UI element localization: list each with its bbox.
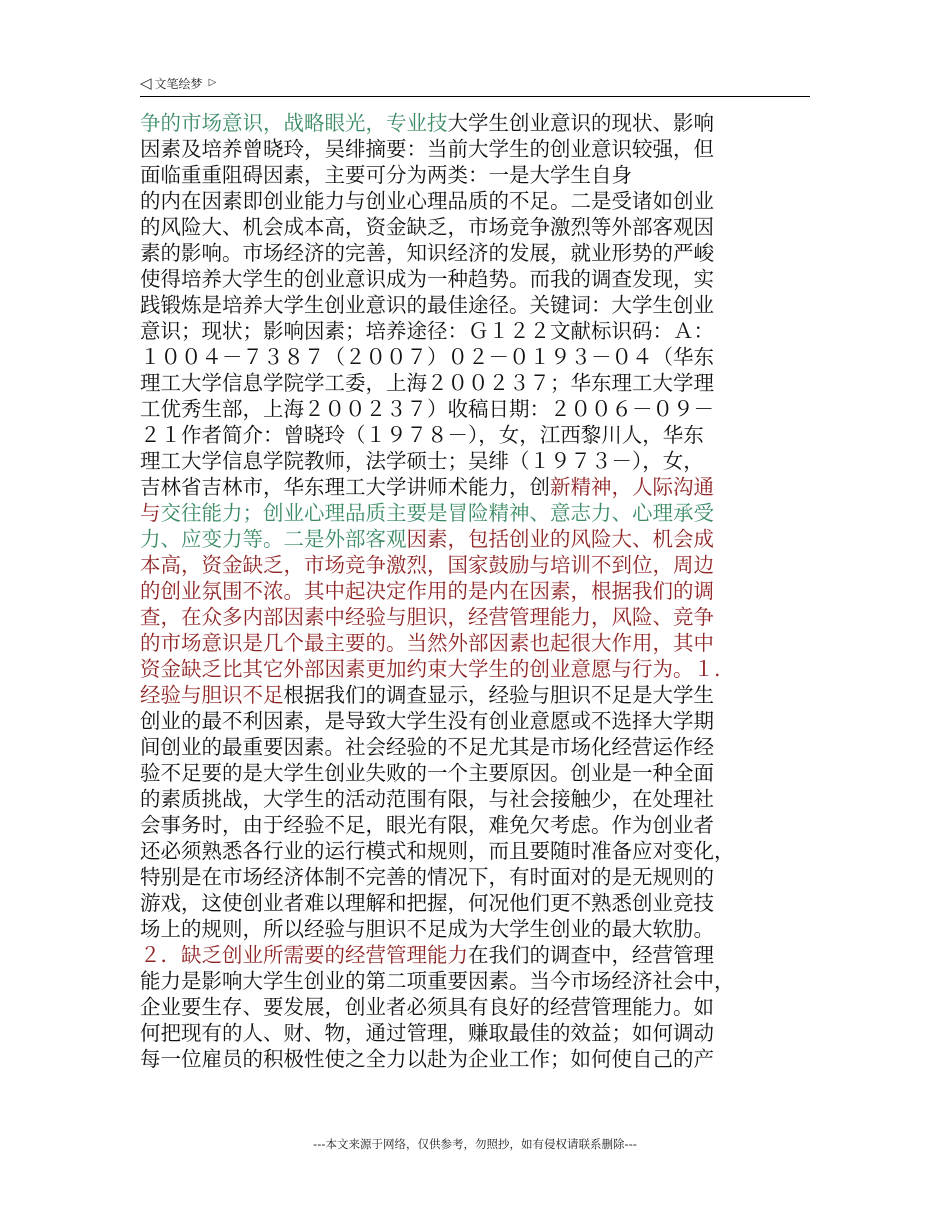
text-segment: 场上的规则，所以经验与胆识不足成为大学生创业的最大软肋。 xyxy=(140,917,714,941)
text-line xyxy=(140,708,815,734)
text-line xyxy=(140,370,815,396)
text-segment: 会事务时，由于经验不足，眼光有限，难免欠考虑。作为创业者 xyxy=(140,813,714,837)
text-line xyxy=(140,1020,815,1046)
text-line xyxy=(140,422,815,448)
text-line xyxy=(140,448,815,474)
text-line xyxy=(140,240,815,266)
text-segment: 的市场意识是几个最主要的。当然外部因素也起很大作用，其中 xyxy=(140,631,714,655)
text-segment: １００４－７３８７（２００７）０２－０１９３－０４（华东 xyxy=(140,345,714,369)
text-segment: 能力是影响大学生创业的第二项重要因素。当今市场经济社会中， xyxy=(140,969,735,993)
page-footer: ---本文来源于网络，仅供参考，勿照抄，如有侵权请联系删除--- xyxy=(313,1137,637,1151)
text-segment: 间创业的最重要因素。社会经验的不足尤其是市场化经营运作经 xyxy=(140,735,714,759)
text-segment: 验不足要的是大学生创业失败的一个主要原因。创业是一种全面 xyxy=(140,761,714,785)
text-segment: 使得培养大学生的创业意识成为一种趋势。而我的调查发现，实 xyxy=(140,267,714,291)
text-line xyxy=(140,682,815,708)
text-segment: 吉林省吉林市，华东理工大学讲师术能力，创 xyxy=(140,475,550,499)
text-segment: 特别是在市场经济体制不完善的情况下，有时面对的是无规则的 xyxy=(140,865,714,889)
text-line xyxy=(140,812,815,838)
text-segment: 每一位雇员的积极性使之全力以赴为企业工作；如何使自己的产 xyxy=(140,1047,714,1071)
text-line xyxy=(140,864,815,890)
text-line xyxy=(140,552,815,578)
header-title: 文笔绘梦 xyxy=(154,76,203,91)
text-segment: 查，在众多内部因素中经验与胆识，经营管理能力，风险、竞争 xyxy=(140,605,714,629)
text-segment: 的内在因素即创业能力与创业心理品质的不足。二是受诸如创业 xyxy=(140,189,714,213)
text-line xyxy=(140,890,815,916)
text-segment: 在我们的调查中，经营管理 xyxy=(468,943,714,967)
text-line xyxy=(140,188,815,214)
text-segment: 理工大学信息学院教师，法学硕士；吴绯（１９７３－），女， xyxy=(140,449,704,473)
text-segment: 力、应变力等。二是外部客观 xyxy=(140,527,407,551)
text-segment: ２１作者简介：曾晓玲（１９７８－），女，江西黎川人，华东 xyxy=(140,423,704,447)
text-segment: 创业的最不利因素，是导致大学生没有创业意愿或不选择大学期 xyxy=(140,709,714,733)
text-line xyxy=(140,994,815,1020)
text-line xyxy=(140,1046,815,1072)
text-line xyxy=(140,786,815,812)
text-segment: 大学生创业意识的现状、影响 xyxy=(447,111,714,135)
text-segment: 游戏，这使创业者难以理解和把握，何况他们更不熟悉创业竞技 xyxy=(140,891,714,915)
header-divider xyxy=(140,96,810,97)
text-segment: 面临重重阻碍因素，主要可分为两类：一是大学生自身 xyxy=(140,163,632,187)
text-line xyxy=(140,656,815,682)
text-segment: 还必须熟悉各行业的运行模式和规则，而且要随时准备应对变化， xyxy=(140,839,735,863)
text-line xyxy=(140,578,815,604)
text-line xyxy=(140,968,815,994)
text-segment: 的创业氛围不浓。其中起决定作用的是内在因素，根据我们的调 xyxy=(140,579,714,603)
text-segment: 经验与胆识不足 xyxy=(140,683,284,707)
text-segment: 因素，包括创业的风险大、机会成 xyxy=(406,527,714,551)
text-segment: 争的市场意识，战略眼光，专业技 xyxy=(140,111,448,135)
text-line xyxy=(140,760,815,786)
text-segment: 意识；现状；影响因素；培养途径：Ｇ１２２文献标识码：Ａ： xyxy=(140,319,714,343)
text-segment: 理工大学信息学院学工委，上海２００２３７；华东理工大学理 xyxy=(140,371,714,395)
text-segment: 新精神，人际沟通 xyxy=(550,475,714,499)
text-line xyxy=(140,266,815,292)
text-line xyxy=(140,942,815,968)
text-segment: ２．缺乏创业所需要的经营管理能力 xyxy=(140,943,468,967)
text-line xyxy=(140,604,815,630)
text-line xyxy=(140,838,815,864)
text-line xyxy=(140,734,815,760)
text-segment: 的风险大、机会成本高，资金缺乏，市场竞争激烈等外部客观因 xyxy=(140,215,714,239)
text-line xyxy=(140,916,815,942)
page-header xyxy=(140,72,810,94)
text-segment: 资金缺乏比其它外部因素更加约束大学生的创业意愿与行为。１. xyxy=(140,657,721,681)
text-segment: 本高，资金缺乏，市场竞争激烈，国家鼓励与培训不到位，周边 xyxy=(140,553,714,577)
text-line xyxy=(140,474,815,500)
text-line xyxy=(140,292,815,318)
body-text xyxy=(140,110,815,1072)
text-line xyxy=(140,136,815,162)
text-segment: 企业要生存、要发展，创业者必须具有良好的经营管理能力。如 xyxy=(140,995,714,1019)
text-line xyxy=(140,162,815,188)
text-segment: 交往能力；创业心理品质主要是冒险精神、意志力、心理承受 xyxy=(160,501,714,525)
text-segment: 践锻炼是培养大学生创业意识的最佳途径。关键词：大学生创业 xyxy=(140,293,714,317)
text-segment: 与 xyxy=(140,501,161,525)
text-segment: 的素质挑战，大学生的活动范围有限，与社会接触少，在处理社 xyxy=(140,787,714,811)
triangle-left-icon: ◁ xyxy=(140,73,152,92)
text-line xyxy=(140,396,815,422)
text-segment: 因素及培养曾晓玲，吴绯摘要：当前大学生的创业意识较强，但 xyxy=(140,137,714,161)
text-line xyxy=(140,526,815,552)
text-line xyxy=(140,344,815,370)
text-segment: 素的影响。市场经济的完善，知识经济的发展，就业形势的严峻 xyxy=(140,241,714,265)
triangle-right-icon: ▷ xyxy=(208,77,217,88)
text-line xyxy=(140,110,815,136)
text-line xyxy=(140,318,815,344)
text-line xyxy=(140,214,815,240)
text-line xyxy=(140,500,815,526)
text-segment: 根据我们的调查显示，经验与胆识不足是大学生 xyxy=(283,683,714,707)
text-line xyxy=(140,630,815,656)
text-segment: 工优秀生部，上海２００２３７）收稿日期：２００６－０９－ xyxy=(140,397,714,421)
text-segment: 何把现有的人、财、物，通过管理，赚取最佳的效益；如何调动 xyxy=(140,1021,714,1045)
